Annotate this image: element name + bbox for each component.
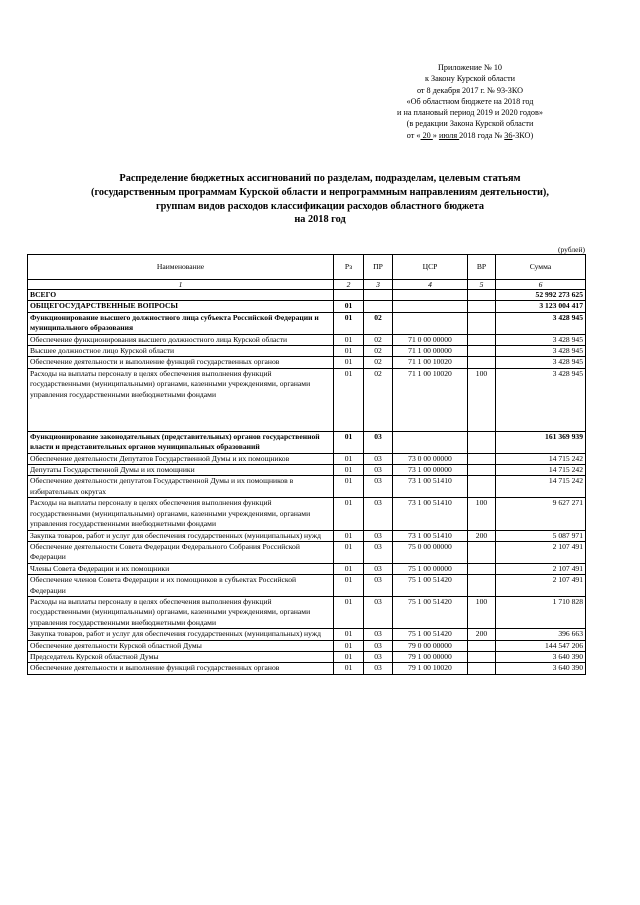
cell-vr: 100	[468, 596, 496, 628]
cell-vr	[468, 346, 496, 357]
cell-sum: 3 123 004 417	[496, 301, 586, 312]
cell-vr: 200	[468, 530, 496, 541]
colnum-vr: 5	[468, 280, 496, 290]
annex-date-month: июля	[438, 130, 460, 140]
header-csr: ЦСР	[393, 255, 468, 280]
cell-pr: 03	[364, 663, 393, 674]
cell-vr: 100	[468, 498, 496, 530]
cell-name: Высшее должностное лицо Курской области	[28, 346, 334, 357]
cell-name: Обеспечение деятельности депутатов Государственной Думы и их помощников в избирательных округах	[28, 476, 334, 498]
cell-pr: 02	[364, 346, 393, 357]
table-row	[28, 465, 586, 476]
annex-line-date	[360, 130, 580, 141]
cell-vr	[468, 334, 496, 345]
table-row	[28, 301, 586, 312]
cell-csr: 75 1 00 51420	[393, 596, 468, 628]
cell-pr: 03	[364, 453, 393, 464]
cell-pr: 03	[364, 596, 393, 628]
table-row	[28, 596, 586, 628]
cell-rz: 01	[334, 368, 364, 431]
column-number-row	[28, 280, 586, 290]
cell-csr: 71 1 00 10020	[393, 357, 468, 368]
table-header-row	[28, 255, 586, 280]
cell-pr: 02	[364, 312, 393, 334]
annex-law-number: 36	[504, 130, 513, 140]
cell-name: Обеспечение деятельности и выполнение функций государственных органов	[28, 663, 334, 674]
cell-pr	[364, 301, 393, 312]
cell-rz: 01	[334, 357, 364, 368]
cell-rz: 01	[334, 476, 364, 498]
cell-sum: 161 369 939	[496, 431, 586, 453]
annex-line: от 8 декабря 2017 г. № 93-ЗКО	[416, 85, 524, 95]
cell-pr: 03	[364, 541, 393, 563]
cell-rz: 01	[334, 651, 364, 662]
annex-line: «Об областном бюджете на 2018 год	[406, 96, 534, 106]
cell-name: Обеспечение членов Совета Федерации и их помощников в субъектах Российской Федерации	[28, 575, 334, 597]
annex-law-suffix: -ЗКО)	[512, 130, 534, 140]
units-label: (рублей)	[557, 245, 585, 254]
cell-pr: 02	[364, 334, 393, 345]
cell-sum: 3 640 390	[496, 663, 586, 674]
table-row	[28, 498, 586, 530]
title-line: (государственным программам Курской области и непрограммным направлениям деятельности),	[91, 186, 549, 198]
table-row	[28, 453, 586, 464]
title-line: на 2018 год	[294, 214, 346, 226]
cell-vr	[468, 651, 496, 662]
table-row	[28, 629, 586, 640]
cell-sum: 3 640 390	[496, 651, 586, 662]
cell-sum: 3 428 945	[496, 312, 586, 334]
cell-rz: 01	[334, 453, 364, 464]
cell-csr: 73 1 00 51410	[393, 498, 468, 530]
cell-name: Расходы на выплаты персоналу в целях обеспечения выполнения функций государственными (муниципальными) органами, казенными учреждениями, органами управления государственными внебюджетными фондами	[28, 596, 334, 628]
cell-vr: 100	[468, 368, 496, 431]
cell-csr: 75 0 00 00000	[393, 541, 468, 563]
annex-date-prefix: от «	[406, 130, 421, 140]
cell-csr: 73 1 00 51410	[393, 476, 468, 498]
annex-line: Приложение № 10	[437, 63, 503, 72]
cell-name: Обеспечение деятельности Совета Федерации Федерального Собрания Российской Федерации	[28, 541, 334, 563]
cell-name: Обеспечение деятельности и выполнение функций государственных органов	[28, 357, 334, 368]
cell-csr: 71 0 00 00000	[393, 334, 468, 345]
annex-line: (в редакции Закона Курской области	[406, 119, 534, 129]
cell-csr: 79 1 00 00000	[393, 651, 468, 662]
cell-name: Председатель Курской областной Думы	[28, 651, 334, 662]
cell-csr	[393, 431, 468, 453]
cell-name: Функционирование законодательных (представительных) органов государственной власти и представительных органов муниципальных образований	[28, 431, 334, 453]
cell-rz: 01	[334, 312, 364, 334]
cell-csr	[393, 312, 468, 334]
cell-vr	[468, 357, 496, 368]
cell-name: Функционирование высшего должностного лица субъекта Российской Федерации и муниципального образования	[28, 312, 334, 334]
cell-sum: 3 428 945	[496, 334, 586, 345]
table-row	[28, 663, 586, 674]
cell-rz: 01	[334, 541, 364, 563]
title-line: Распределение бюджетных ассигнований по разделам, подразделам, целевым статьям	[119, 173, 521, 184]
cell-sum: 3 428 945	[496, 357, 586, 368]
cell-csr: 75 1 00 51420	[393, 575, 468, 597]
annex-date-year: 2018 года №	[459, 130, 505, 140]
cell-rz	[334, 290, 364, 301]
table-row	[28, 290, 586, 301]
cell-sum: 9 627 271	[496, 498, 586, 530]
cell-sum: 396 663	[496, 629, 586, 640]
cell-csr: 73 1 00 51410	[393, 530, 468, 541]
cell-vr	[468, 663, 496, 674]
header-name: Наименование	[28, 255, 334, 280]
cell-vr	[468, 563, 496, 574]
cell-pr: 03	[364, 640, 393, 651]
budget-table	[27, 254, 586, 675]
cell-name: Обеспечение деятельности Курской областной Думы	[28, 640, 334, 651]
colnum-rz: 2	[334, 280, 364, 290]
cell-name: ВСЕГО	[28, 290, 334, 301]
colnum-sum: 6	[496, 280, 586, 290]
cell-sum: 14 715 242	[496, 465, 586, 476]
title-line: группам видов расходов классификации расходов областного бюджета	[155, 200, 485, 212]
cell-rz: 01	[334, 301, 364, 312]
table-row	[28, 431, 586, 453]
annex-date-day: 20	[420, 130, 433, 140]
cell-sum: 3 428 945	[496, 346, 586, 357]
cell-csr: 79 1 00 10020	[393, 663, 468, 674]
cell-pr: 03	[364, 651, 393, 662]
cell-sum: 2 107 491	[496, 563, 586, 574]
cell-vr	[468, 312, 496, 334]
cell-rz: 01	[334, 431, 364, 453]
table-row	[28, 541, 586, 563]
cell-rz: 01	[334, 629, 364, 640]
colnum-csr: 4	[393, 280, 468, 290]
table-row	[28, 368, 586, 431]
cell-pr: 03	[364, 498, 393, 530]
annex-line: к Закону Курской области	[424, 74, 516, 84]
cell-vr	[468, 465, 496, 476]
cell-csr: 79 0 00 00000	[393, 640, 468, 651]
cell-csr: 71 1 00 00000	[393, 346, 468, 357]
header-pr: ПР	[364, 255, 393, 280]
cell-sum: 5 087 971	[496, 530, 586, 541]
cell-name: ОБЩЕГОСУДАРСТВЕННЫЕ ВОПРОСЫ	[28, 301, 334, 312]
cell-sum: 1 710 828	[496, 596, 586, 628]
cell-pr: 03	[364, 629, 393, 640]
cell-csr: 75 1 00 00000	[393, 563, 468, 574]
table-row	[28, 651, 586, 662]
cell-vr	[468, 301, 496, 312]
cell-rz: 01	[334, 596, 364, 628]
cell-vr	[468, 476, 496, 498]
cell-rz: 01	[334, 640, 364, 651]
cell-csr: 73 0 00 00000	[393, 453, 468, 464]
cell-rz: 01	[334, 530, 364, 541]
cell-pr: 03	[364, 431, 393, 453]
document-title	[40, 172, 600, 227]
cell-pr: 02	[364, 368, 393, 431]
cell-name: Обеспечение функционирования высшего должностного лица Курской области	[28, 334, 334, 345]
cell-rz: 01	[334, 663, 364, 674]
annex-header	[360, 62, 580, 141]
cell-csr: 71 1 00 10020	[393, 368, 468, 431]
cell-name: Закупка товаров, работ и услуг для обеспечения государственных (муниципальных) нужд	[28, 629, 334, 640]
cell-name: Расходы на выплаты персоналу в целях обеспечения выполнения функций государственными (муниципальными) органами, казенными учреждениями, органами управления государственными внебюджетными фондами	[28, 368, 334, 431]
cell-vr	[468, 290, 496, 301]
cell-sum: 14 715 242	[496, 453, 586, 464]
cell-sum: 52 992 273 625	[496, 290, 586, 301]
cell-pr: 02	[364, 357, 393, 368]
cell-rz: 01	[334, 498, 364, 530]
cell-sum: 2 107 491	[496, 575, 586, 597]
cell-pr: 03	[364, 563, 393, 574]
table-row	[28, 530, 586, 541]
cell-pr: 03	[364, 530, 393, 541]
cell-name: Закупка товаров, работ и услуг для обеспечения государственных (муниципальных) нужд	[28, 530, 334, 541]
header-sum: Сумма	[496, 255, 586, 280]
cell-csr	[393, 290, 468, 301]
annex-date-sep: »	[432, 130, 439, 140]
table-row	[28, 346, 586, 357]
cell-name: Депутаты Государственной Думы и их помощники	[28, 465, 334, 476]
table-row	[28, 640, 586, 651]
colnum-pr: 3	[364, 280, 393, 290]
cell-name: Обеспечение деятельности Депутатов Государственной Думы и их помощников	[28, 453, 334, 464]
table-row	[28, 476, 586, 498]
cell-vr	[468, 640, 496, 651]
table-row	[28, 357, 586, 368]
cell-vr	[468, 575, 496, 597]
table-row	[28, 575, 586, 597]
cell-rz: 01	[334, 465, 364, 476]
colnum-name: 1	[28, 280, 334, 290]
cell-vr: 200	[468, 629, 496, 640]
cell-pr	[364, 290, 393, 301]
cell-csr: 73 1 00 00000	[393, 465, 468, 476]
cell-pr: 03	[364, 465, 393, 476]
cell-sum: 2 107 491	[496, 541, 586, 563]
cell-rz: 01	[334, 563, 364, 574]
cell-rz: 01	[334, 334, 364, 345]
cell-vr	[468, 453, 496, 464]
cell-vr	[468, 431, 496, 453]
cell-rz: 01	[334, 575, 364, 597]
cell-sum: 3 428 945	[496, 368, 586, 431]
cell-csr	[393, 301, 468, 312]
cell-sum: 144 547 206	[496, 640, 586, 651]
cell-name: Члены Совета Федерации и их помощники	[28, 563, 334, 574]
annex-line: и на плановый период 2019 и 2020 годов»	[397, 108, 543, 118]
cell-sum: 14 715 242	[496, 476, 586, 498]
header-vr: ВР	[468, 255, 496, 280]
cell-pr: 03	[364, 476, 393, 498]
table-row	[28, 312, 586, 334]
cell-name: Расходы на выплаты персоналу в целях обеспечения выполнения функций государственными (муниципальными) органами, казенными учреждениями, органами управления государственными внебюджетными фондами	[28, 498, 334, 530]
cell-vr	[468, 541, 496, 563]
cell-rz: 01	[334, 346, 364, 357]
cell-csr: 75 1 00 51420	[393, 629, 468, 640]
table-row	[28, 563, 586, 574]
table-row	[28, 334, 586, 345]
header-rz: Рз	[334, 255, 364, 280]
cell-pr: 03	[364, 575, 393, 597]
